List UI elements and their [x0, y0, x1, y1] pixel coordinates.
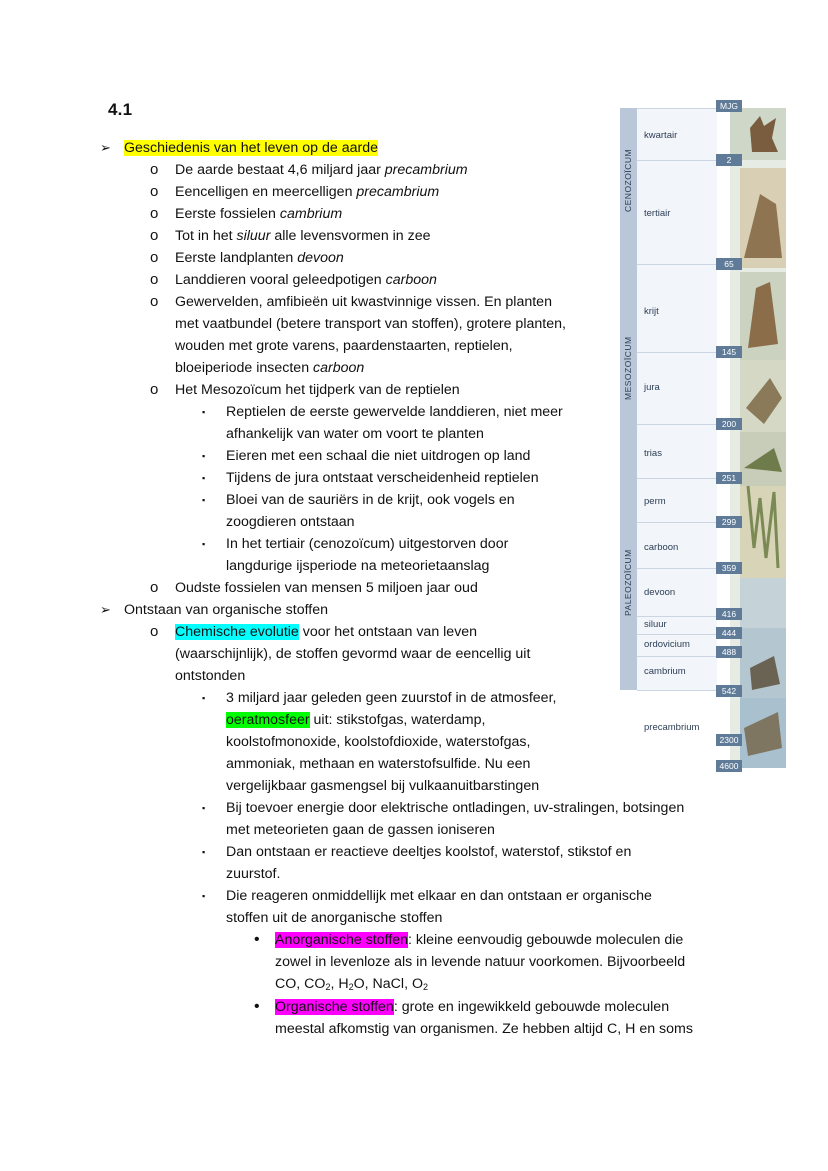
age-badge: 65 — [716, 258, 742, 270]
age-badge: 359 — [716, 562, 742, 574]
sub-item-line: oeratmosfeer uit: stikstofgas, waterdamp, — [226, 712, 486, 728]
topic-organic-substances: Ontstaan van organische stoffen — [124, 602, 329, 618]
period-label: trias — [644, 448, 662, 459]
sub-item-line: zuurstof. — [226, 866, 281, 882]
square-bullet-icon: ▪ — [202, 539, 206, 549]
list-item: Tot in het siluur alle levensvormen in zee — [175, 228, 431, 244]
circle-bullet-icon: o — [150, 227, 159, 244]
era-bar-precambrian — [620, 690, 638, 766]
age-badge-header: MJG — [716, 100, 742, 112]
list-item-line: ontstonden — [175, 668, 246, 684]
subsub-item-line: zowel in levenloze als in levende natuur voorkomen. Bijvoorbeeld — [275, 954, 686, 970]
highlight-term: Chemische evolutie — [175, 624, 299, 640]
circle-bullet-icon: o — [150, 271, 159, 288]
sub-item-line: ammoniak, methaan en waterstofsulfide. Nu een — [226, 756, 531, 772]
geological-timescale-figure — [620, 100, 786, 770]
period-label: cambrium — [644, 666, 686, 677]
sub-item-line: stoffen uit de anorganische stoffen — [226, 910, 443, 926]
period-label: precambrium — [644, 722, 700, 733]
period-label: jura — [644, 382, 660, 393]
age-badge: 299 — [716, 516, 742, 528]
circle-bullet-icon: o — [150, 293, 159, 310]
age-badge: 251 — [716, 472, 742, 484]
arrow-bullet-icon: ➢ — [100, 140, 111, 155]
list-item: Landdieren vooral geleedpotigen carboon — [175, 272, 437, 288]
sub-item-line: Reptielen de eerste gewervelde landdieren, niet meer — [226, 404, 563, 420]
period-label: krijt — [644, 306, 659, 317]
fossil-illustration-strip — [730, 108, 786, 768]
sub-item-line: koolstofmonoxide, koolstofdioxide, waterstofgas, — [226, 734, 531, 750]
age-badge: 416 — [716, 608, 742, 620]
list-item-line: wouden met grote varens, paardenstaarten, reptielen, — [175, 338, 513, 354]
square-bullet-icon: ▪ — [202, 803, 206, 813]
age-badge: 145 — [716, 346, 742, 358]
dot-bullet-icon: • — [254, 931, 260, 948]
age-badge: 488 — [716, 646, 742, 658]
sub-item-line: Bij toevoer energie door elektrische ontladingen, uv-stralingen, botsingen — [226, 800, 685, 816]
list-item: Eerste landplanten devoon — [175, 250, 344, 266]
circle-bullet-icon: o — [150, 381, 159, 398]
list-item: Het Mesozoïcum het tijdperk van de reptielen — [175, 382, 460, 398]
period-label: kwartair — [644, 130, 678, 141]
highlight-term: Anorganische stoffen — [275, 932, 409, 948]
highlight-term: Organische stoffen — [275, 999, 394, 1015]
list-item-line: met vaatbundel (betere transport van stoffen), grotere planten, — [175, 316, 566, 332]
sub-item-line: zoogdieren ontstaan — [226, 514, 355, 530]
dot-bullet-icon: • — [254, 998, 260, 1015]
sub-item: Tijdens de jura ontstaat verscheidenheid reptielen — [226, 470, 539, 486]
age-badge: 542 — [716, 685, 742, 697]
age-badge: 200 — [716, 418, 742, 430]
period-label: ordovicium — [644, 639, 690, 650]
era-label-cenozoic: CENOZOÏCUM — [623, 148, 633, 212]
age-badge: 444 — [716, 627, 742, 639]
list-item-line: (waarschijnlijk), de stoffen gevormd waar de eencellig uit — [175, 646, 531, 662]
subsub-item-line: Anorganische stoffen: kleine eenvoudig gebouwde moleculen die — [275, 932, 684, 948]
arrow-bullet-icon: ➢ — [100, 602, 111, 617]
period-label: carboon — [644, 542, 679, 553]
period-label: devoon — [644, 587, 676, 598]
square-bullet-icon: ▪ — [202, 473, 206, 483]
square-bullet-icon: ▪ — [202, 451, 206, 461]
square-bullet-icon: ▪ — [202, 495, 206, 505]
list-item: Eerste fossielen cambrium — [175, 206, 343, 222]
era-label-paleozoic: PALEOZOÏCUM — [623, 549, 633, 616]
sub-item-line: vergelijkbaar gasmengsel bij vulkaanuitbarstingen — [226, 778, 540, 794]
subsub-item-line: CO, $CO_2$, $H_2O$, NaCl, $O_2$ — [275, 976, 429, 992]
list-item: De aarde bestaat 4,6 miljard jaar precambrium — [175, 162, 468, 178]
age-badge: 2300 — [716, 734, 742, 746]
subsub-item-line: Organische stoffen: grote en ingewikkeld gebouwde moleculen — [275, 999, 670, 1015]
period-label: perm — [644, 496, 666, 507]
subsub-item-line: meestal afkomstig van organismen. Ze hebben altijd C, H en soms — [275, 1021, 693, 1037]
list-item-line: Chemische evolutie voor het ontstaan van leven — [175, 624, 478, 640]
section-heading: 4.1 — [108, 100, 133, 119]
circle-bullet-icon: o — [150, 183, 159, 200]
circle-bullet-icon: o — [150, 205, 159, 222]
square-bullet-icon: ▪ — [202, 693, 206, 703]
sub-item: Eieren met een schaal die niet uitdrogen op land — [226, 448, 531, 464]
square-bullet-icon: ▪ — [202, 891, 206, 901]
list-item: Oudste fossielen van mensen 5 miljoen jaar oud — [175, 580, 478, 596]
sub-item-line: 3 miljard jaar geleden geen zuurstof in de atmosfeer, — [226, 690, 557, 706]
list-item: Eencelligen en meercelligen precambrium — [175, 184, 440, 200]
circle-bullet-icon: o — [150, 161, 159, 178]
square-bullet-icon: ▪ — [202, 847, 206, 857]
sub-item-line: langdurige ijsperiode na meteorietaanslag — [226, 558, 490, 574]
circle-bullet-icon: o — [150, 623, 159, 640]
list-item-line: Gewervelden, amfibieën uit kwastvinnige vissen. En planten — [175, 294, 552, 310]
period-label: siluur — [644, 619, 667, 630]
era-label-mesozoic: MESOZOÏCUM — [623, 336, 633, 400]
sub-item-line: Bloei van de sauriërs in de krijt, ook vogels en — [226, 492, 515, 508]
highlight-term: oeratmosfeer — [226, 712, 310, 728]
sub-item-line: met meteorieten gaan de gassen ioniseren — [226, 822, 495, 838]
circle-bullet-icon: o — [150, 579, 159, 596]
age-badge: 2 — [716, 154, 742, 166]
age-badge: 4600 — [716, 760, 742, 772]
period-label: tertiair — [644, 208, 671, 219]
sub-item-line: afhankelijk van water om voort te planten — [226, 426, 484, 442]
topic-history-of-life: Geschiedenis van het leven op de aarde — [124, 140, 378, 156]
sub-item-line: Die reageren onmiddellijk met elkaar en dan ontstaan er organische — [226, 888, 652, 904]
circle-bullet-icon: o — [150, 249, 159, 266]
square-bullet-icon: ▪ — [202, 407, 206, 417]
sub-item-line: Dan ontstaan er reactieve deeltjes koolstof, waterstof, stikstof en — [226, 844, 632, 860]
sub-item-line: In het tertiair (cenozoïcum) uitgestorven door — [226, 536, 509, 552]
list-item-line: bloeiperiode insecten carboon — [175, 360, 365, 376]
